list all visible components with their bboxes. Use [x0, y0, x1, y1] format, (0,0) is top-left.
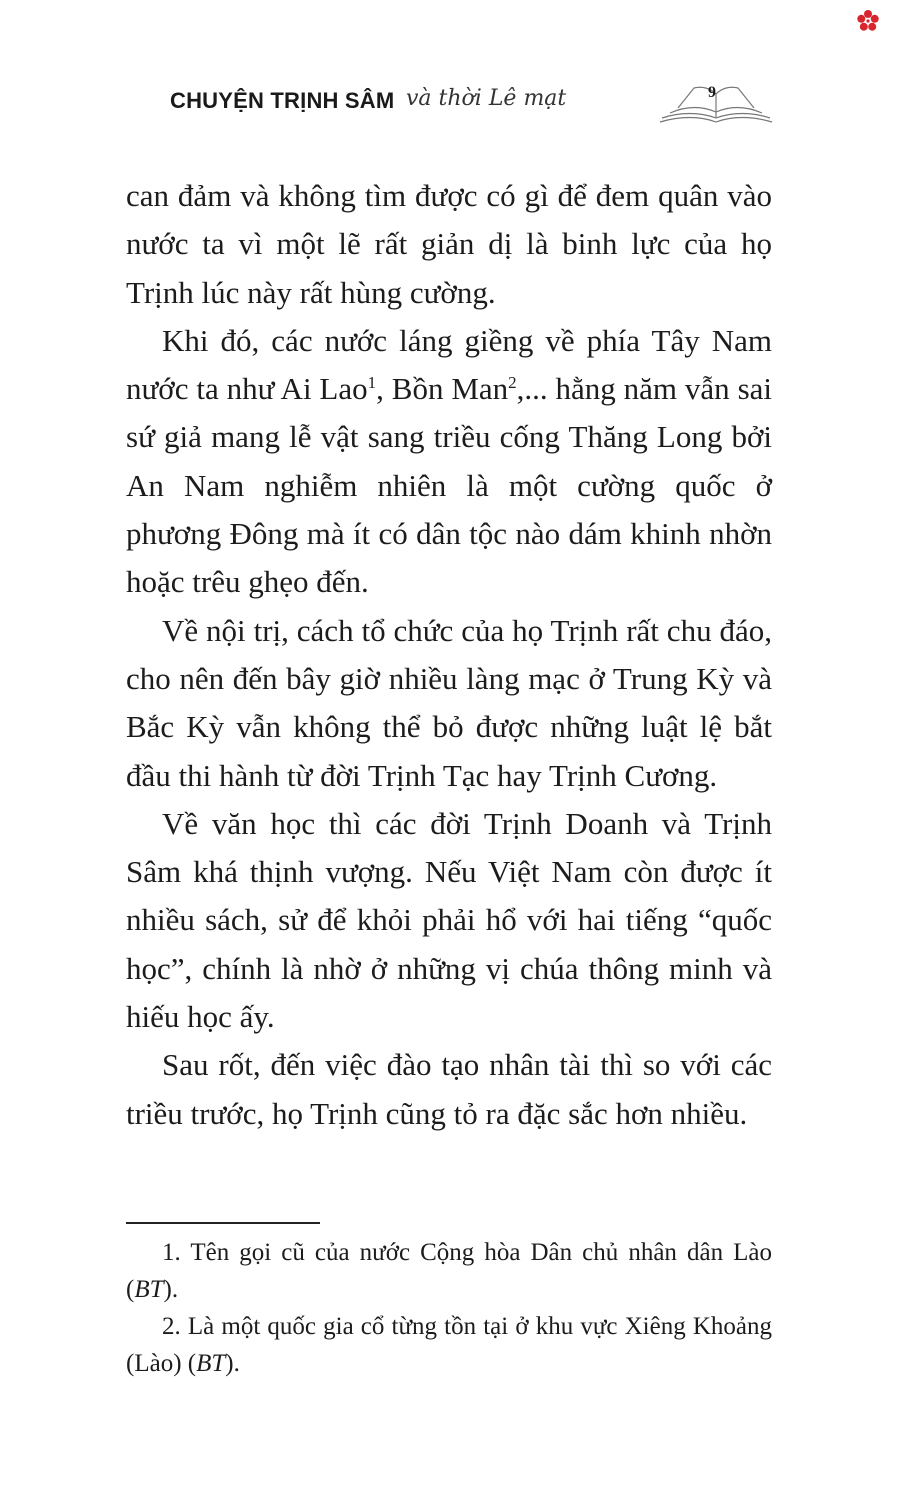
- header-title: CHUYỆN TRỊNH SÂM: [170, 88, 395, 113]
- paragraph-text: ,... hằng năm vẫn sai sứ giả mang lễ vật sang triều cống Thăng Long bởi An Nam nghiễm nhiên là một cường quốc ở phương Đông mà ít có dân tộc nào dám khinh nhờn hoặc trêu ghẹo đến.: [126, 371, 773, 600]
- footnote-italic: BT: [196, 1350, 226, 1377]
- paragraph: Về nội trị, cách tổ chức của họ Trịnh rất chu đáo, cho nên đến bây giờ nhiều làng mạc ở Trung Kỳ và Bắc Kỳ vẫn không thể bỏ được những luật lệ bắt đầu thi hành từ đời Trịnh Tạc hay Trịnh Cương.: [126, 612, 772, 793]
- paragraph: can đảm và không tìm được có gì để đem quân vào nước ta vì một lẽ rất giản dị là binh lực của họ Trịnh lúc này rất hùng cường.: [126, 178, 772, 310]
- footnote-1: [126, 1234, 772, 1308]
- running-header: [170, 82, 780, 126]
- footnote-2: [126, 1308, 772, 1382]
- paragraph-text: Khi đó, các nước láng giềng về phía Tây Nam nước ta như Ai Lao: [126, 322, 772, 407]
- footnote-divider: [126, 1222, 320, 1224]
- footnote-italic: BT: [134, 1276, 164, 1303]
- footnote-text: 1. Tên gọi cũ của nước Cộng hòa Dân chủ nhân dân Lào (: [126, 1239, 772, 1303]
- footnote-text: ).: [225, 1350, 240, 1377]
- footnotes: [126, 1234, 772, 1382]
- open-book-icon: [658, 82, 774, 126]
- footnote-ref-2: 2: [508, 373, 517, 393]
- footnote-text: 2. Là một quốc gia cổ từng tồn tại ở khu vực Xiêng Khoảng (Lào) (: [126, 1313, 772, 1377]
- paragraph: Về văn học thì các đời Trịnh Doanh và Trịnh Sâm khá thịnh vượng. Nếu Việt Nam còn được ít nhiều sách, sử để khỏi phải hổ với hai tiếng “quốc học”, chính là nhờ ở những vị chúa thông minh và hiếu học ấy.: [126, 805, 772, 1035]
- footnote-ref-1: 1: [367, 373, 377, 393]
- main-text: [126, 172, 772, 1138]
- page-number: 9: [708, 84, 716, 101]
- paragraph: [126, 317, 772, 607]
- header-subtitle: và thời Lê mạt: [406, 86, 567, 111]
- paragraph-text: , Bồn Man: [376, 371, 509, 407]
- footnote-text: ).: [163, 1276, 179, 1303]
- paragraph: Sau rốt, đến việc đào tạo nhân tài thì so với các triều trước, họ Trịnh cũng tỏ ra đặc sắc hơn nhiều.: [126, 1047, 772, 1131]
- red-flower-icon: [856, 9, 880, 33]
